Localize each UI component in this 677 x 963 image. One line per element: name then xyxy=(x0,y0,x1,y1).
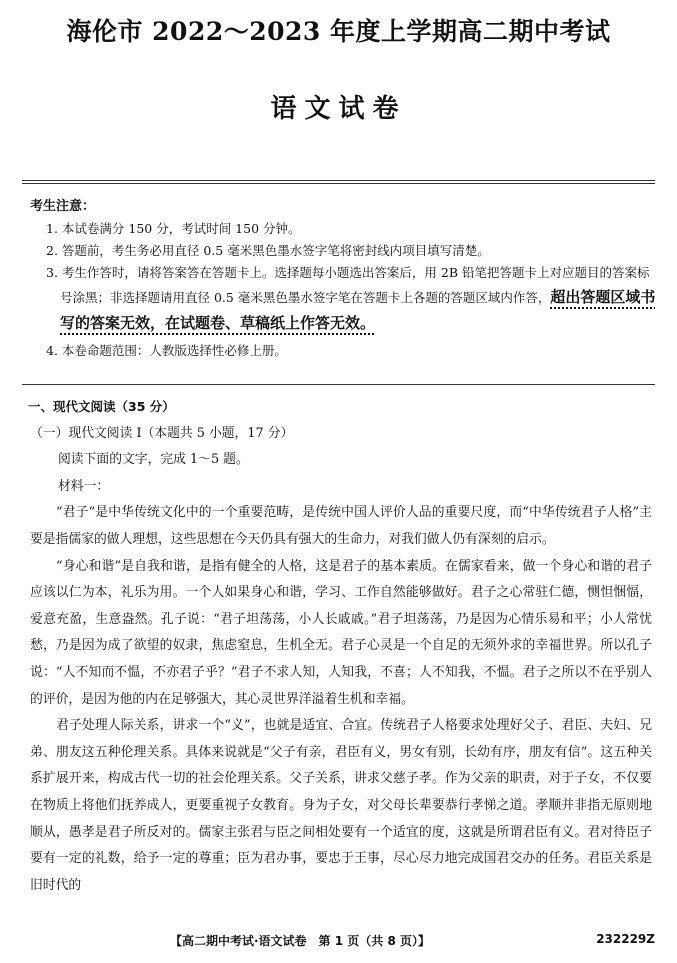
notice-item-3 xyxy=(30,262,660,336)
section-subheading: （一）现代文阅读 I（本题共 5 小题，17 分） xyxy=(30,425,294,441)
notice-item-1: 1. 本试卷满分 150 分，考试时间 150 分钟。 xyxy=(46,221,301,236)
material-label: 材料一： xyxy=(58,478,110,494)
section-heading: 一、现代文阅读（35 分） xyxy=(28,399,175,414)
notice-item-3-emphasis: 超出答题区域书写的答案无效，在试题卷、草稿纸上作答无效。 xyxy=(60,288,656,332)
top-divider xyxy=(22,180,655,181)
notice-item-3-text: 3. 考生作答时，请将答案答在答题卡上。选择题每小题选出答案后，用 2B 铅笔把答题卡上对应题目的答案标号涂黑；非选择题请用直径 0.5 毫米黑色墨水签字笔在答题卡上各题的答题区域内作答， xyxy=(46,265,650,305)
notice-item-2: 2. 答题前，考生务必用直径 0.5 毫米黑色墨水签字笔将密封线内项目填写清楚。 xyxy=(46,243,490,258)
paragraph-3: 君子处理人际关系，讲求一个“义”，也就是适宜、合宜。传统君子人格要求处理好父子、君臣、夫妇、兄弟、朋友这五种伦理关系。具体来说就是“父子有亲，君臣有义，男女有别，长幼有序，朋友有信”。这五种关系扩展开来，构成古代一切的社会伦理关系。父子关系，讲求父慈子孝。作为父亲的职责，对于子女，不仅要在物质上将他们抚养成人，更要重视子女教育。身为子女，对父母长辈要恭行孝悌之道。孝顺并非指无原则地顺从，愚孝是君子所反对的。儒家主张君与臣之间相处要有一个适宜的度，这就是所谓君臣有义。君对待臣子要有一定的礼数，给予一定的尊重；臣为君办事，要忠于王事，尽心尽力地完成国君交办的任务。君臣关系是旧时代的 xyxy=(30,718,652,893)
footer-page-info: 【高二期中考试·语文试卷 第 1 页（共 8 页）】 xyxy=(170,934,430,948)
paragraph-2: “身心和谐”是自我和谐，是指有健全的人格，这是君子的基本素质。在儒家看来，做一个身心和谐的君子应该以仁为本，礼乐为用。一个人如果身心和谐，学习、工作自然能够做好。君子之心常驻仁德，恻怛悃愊，爱意充盈，生意盎然。孔子说：“君子坦荡荡，小人长戚戚。”君子坦荡荡，乃是因为心情乐易和平；小人常忧愁，乃是因为成了欲望的奴隶，焦虑窒息，生机全无。君子心灵是一个自足的无须外求的幸福世界。所以孔子说：“人不知而不愠，不亦君子乎？”君子不求人知，人知我，不喜；人不知我，不愠。君子之所以不在乎别人的评价，是因为他的内在足够强大，其心灵世界洋溢着生机和幸福。 xyxy=(30,558,652,707)
exam-title: 海伦市 2022～2023 年度上学期高二期中考试 xyxy=(66,17,611,46)
reading-instruction: 阅读下面的文字，完成 1～5 题。 xyxy=(58,452,249,468)
footer-code: 232229Z xyxy=(596,932,655,946)
paragraph-1: “君子”是中华传统文化中的一个重要范畴，是传统中国人评价人品的重要尺度，而“中华传统君子人格”主要是指儒家的做人理想，这些思想在今天仍具有强大的生命力，对我们做人仍有深刻的启示。 xyxy=(30,505,652,547)
candidate-notice xyxy=(30,196,660,362)
notice-item-4: 4. 本卷命题范围：人教版选择性必修上册。 xyxy=(46,343,287,358)
top-divider-second xyxy=(22,183,655,184)
section-modern-reading xyxy=(30,394,652,899)
exam-subtitle: 语文试卷 xyxy=(270,94,407,124)
notice-heading: 考生注意： xyxy=(30,199,96,214)
notice-divider xyxy=(22,384,655,385)
